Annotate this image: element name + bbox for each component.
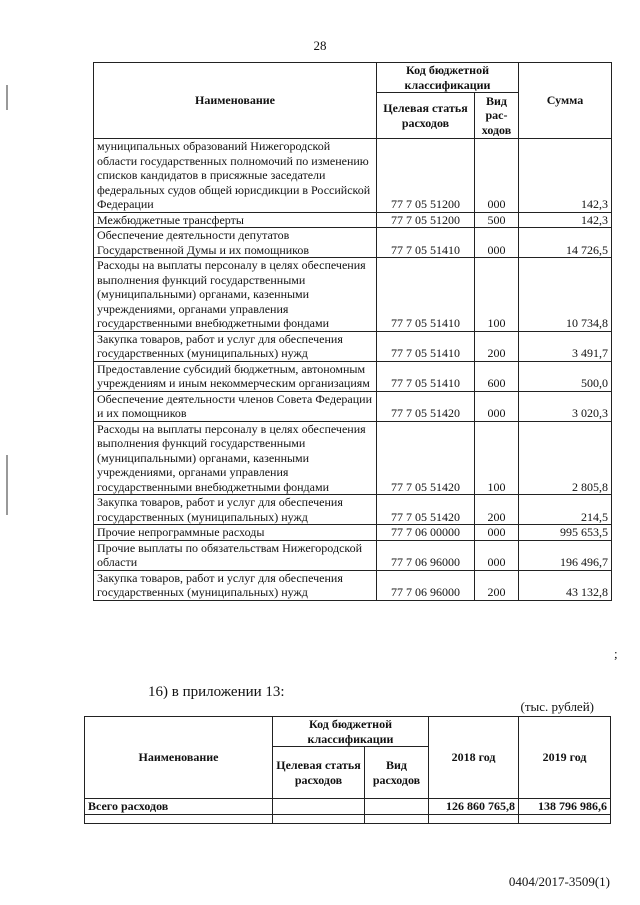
total-label: Всего расходов [85, 799, 273, 815]
row-article-code: 77 7 06 96000 [377, 570, 475, 600]
row-name: Расходы на выплаты персоналу в целях обеспечения выполнения функций государственными (муниципальными) органами, казенными учреждениями, органами управления государственными внебюджетными фондами [94, 258, 377, 332]
row-sum: 196 496,7 [519, 540, 612, 570]
row-name: Обеспечение деятельности депутатов Государственной Думы и их помощников [94, 228, 377, 258]
row-name: Обеспечение деятельности членов Совета Федерации и их помощников [94, 391, 377, 421]
row-name: Закупка товаров, работ и услуг для обеспечения государственных (муниципальных) нужд [94, 570, 377, 600]
row-sum: 142,3 [519, 139, 612, 213]
row-expense-type: 000 [475, 525, 519, 541]
row-article-code: 77 7 05 51420 [377, 391, 475, 421]
page-number: 28 [313, 38, 327, 53]
empty-row [85, 814, 611, 823]
row-name: Расходы на выплаты персоналу в целях обеспечения выполнения функций государственными (муниципальными) органами, казенными учреждениями, органами управления государственными внебюджетными фондами [94, 421, 377, 495]
row-sum: 14 726,5 [519, 228, 612, 258]
header-code-group: Код бюджетной классификации [377, 63, 519, 93]
section-heading: 16) в приложении 13: [148, 684, 285, 700]
row-sum: 2 805,8 [519, 421, 612, 495]
row-sum: 3 020,3 [519, 391, 612, 421]
row-name: Прочие непрограммные расходы [94, 525, 377, 541]
total-year1: 126 860 765,8 [429, 799, 519, 815]
table-row [94, 331, 612, 361]
row-sum: 3 491,7 [519, 331, 612, 361]
header-article: Целевая статья расходов [377, 93, 475, 139]
row-name: Закупка товаров, работ и услуг для обеспечения государственных (муниципальных) нужд [94, 331, 377, 361]
row-name: Предоставление субсидий бюджетным, автономным учреждениям и иным некоммерческим организациям [94, 361, 377, 391]
t2-header-name: Наименование [85, 717, 273, 799]
row-expense-type: 200 [475, 331, 519, 361]
row-article-code: 77 7 05 51200 [377, 212, 475, 228]
row-article-code: 77 7 05 51200 [377, 139, 475, 213]
t2-header-type: Вид расходов [365, 747, 429, 799]
left-margin-mark [6, 455, 8, 515]
table-row [94, 228, 612, 258]
row-expense-type: 000 [475, 228, 519, 258]
row-expense-type: 000 [475, 540, 519, 570]
row-expense-type: 500 [475, 212, 519, 228]
units-label: (тыс. рублей) [520, 699, 594, 714]
row-article-code: 77 7 06 00000 [377, 525, 475, 541]
header-sum: Сумма [519, 63, 612, 139]
row-expense-type: 200 [475, 570, 519, 600]
row-name: муниципальных образований Нижегородской области государственных полномочий по изменению списков кандидатов в присяжные заседатели федеральных судов общей юрисдикции в Российской Федерации [94, 139, 377, 213]
document-number: 0404/2017-3509(1) [508, 874, 610, 889]
row-article-code: 77 7 05 51410 [377, 361, 475, 391]
row-article-code: 77 7 06 96000 [377, 540, 475, 570]
total-article-cell [273, 799, 365, 815]
row-name: Межбюджетные трансферты [94, 212, 377, 228]
row-expense-type: 100 [475, 421, 519, 495]
total-year2: 138 796 986,6 [519, 799, 611, 815]
table-row [94, 361, 612, 391]
total-type-cell [365, 799, 429, 815]
row-article-code: 77 7 05 51420 [377, 421, 475, 495]
table-row [94, 540, 612, 570]
row-expense-type: 200 [475, 495, 519, 525]
budget-table-main [93, 62, 612, 601]
row-expense-type: 000 [475, 139, 519, 213]
t2-header-article: Целевая статья расходов [273, 747, 365, 799]
table-end-semicolon: ; [614, 646, 618, 661]
row-expense-type: 000 [475, 391, 519, 421]
table-row [94, 495, 612, 525]
row-sum: 995 653,5 [519, 525, 612, 541]
row-sum: 500,0 [519, 361, 612, 391]
row-expense-type: 600 [475, 361, 519, 391]
table-row [94, 391, 612, 421]
row-sum: 214,5 [519, 495, 612, 525]
row-name: Закупка товаров, работ и услуг для обеспечения государственных (муниципальных) нужд [94, 495, 377, 525]
row-article-code: 77 7 05 51410 [377, 258, 475, 332]
left-margin-mark [6, 85, 8, 110]
t2-header-code-group: Код бюджетной классификации [273, 717, 429, 747]
row-article-code: 77 7 05 51410 [377, 331, 475, 361]
table-row [94, 570, 612, 600]
t2-header-year2: 2019 год [519, 717, 611, 799]
row-sum: 142,3 [519, 212, 612, 228]
table-row [94, 139, 612, 213]
row-name: Прочие выплаты по обязательствам Нижегородской области [94, 540, 377, 570]
row-article-code: 77 7 05 51420 [377, 495, 475, 525]
header-name: Наименование [94, 63, 377, 139]
row-article-code: 77 7 05 51410 [377, 228, 475, 258]
header-type: Вид рас-ходов [475, 93, 519, 139]
table-row [94, 258, 612, 332]
t2-header-year1: 2018 год [429, 717, 519, 799]
row-sum: 10 734,8 [519, 258, 612, 332]
table-row [94, 212, 612, 228]
table-row [94, 525, 612, 541]
table-row [94, 421, 612, 495]
total-row [85, 799, 611, 815]
row-expense-type: 100 [475, 258, 519, 332]
budget-table-appendix-13 [84, 716, 611, 824]
row-sum: 43 132,8 [519, 570, 612, 600]
